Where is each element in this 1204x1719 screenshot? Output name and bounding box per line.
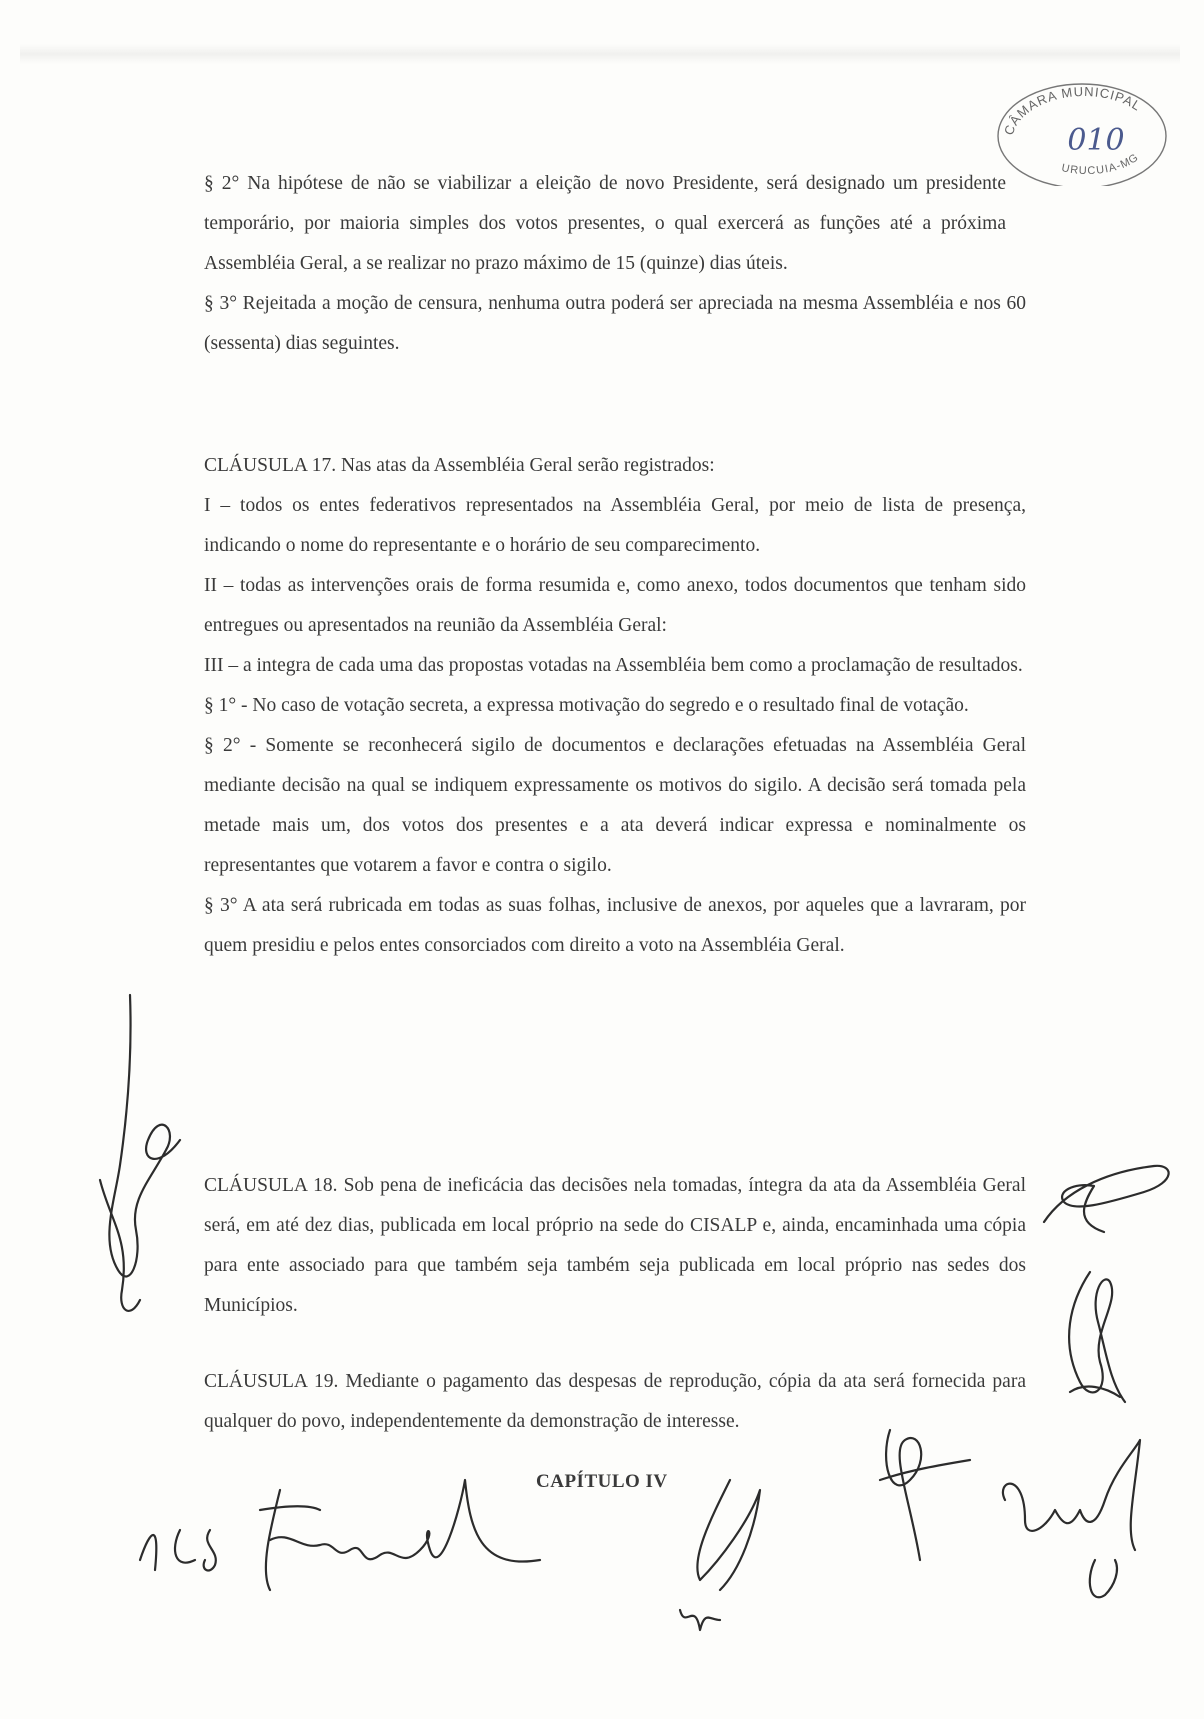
signature-right-2 bbox=[1050, 1262, 1140, 1422]
clausula-17-heading: CLÁUSULA 17. Nas atas da Assembléia Geral serão registrados: bbox=[204, 455, 715, 476]
signature-right-1 bbox=[1034, 1152, 1184, 1248]
clausula-18 bbox=[204, 1166, 1026, 1326]
seal-top-text: CÂMARA MUNICIPAL bbox=[1000, 83, 1145, 138]
signature-bottom-right bbox=[985, 1430, 1155, 1610]
scan-smudge bbox=[20, 44, 1180, 64]
paragraph-1-sec17: § 1° - No caso de votação secreta, a expressa motivação do segredo e o resultado final de votação. bbox=[204, 695, 969, 716]
paragraph-3-sec17: § 3° A ata será rubricada em todas as suas folhas, inclusive de anexos, por aqueles que a lavraram, por quem presidiu e pelos entes consorciados com direito a voto na Assembléia Geral. bbox=[204, 895, 1026, 956]
paragraph-3-sec16: § 3° Rejeitada a moção de censura, nenhuma outra poderá ser apreciada na mesma Assembléia e nos 60 (sessenta) dias seguintes. bbox=[204, 293, 1026, 354]
signature-bottom-left bbox=[120, 1450, 560, 1600]
seal-bottom-text: URUCUIA-MG bbox=[1060, 151, 1142, 178]
signature-bottom-center-right bbox=[850, 1420, 990, 1570]
signature-left-margin bbox=[70, 990, 200, 1330]
chapter-heading: CAPÍTULO IV bbox=[536, 1471, 668, 1492]
paragraph-2-sec16: § 2° Na hipótese de não se viabilizar a eleição de novo Presidente, será designado um presidente temporário, por maioria simples dos votos presentes, o qual exercerá as funções até a próxima Assembléia Geral, a se realizar no prazo máximo de 15 (quinze) dias úteis. bbox=[204, 173, 1006, 274]
clausula-17 bbox=[204, 446, 1026, 966]
seal-number: 010 bbox=[1067, 123, 1125, 158]
paragraph-2-sec17: § 2° - Somente se reconhecerá sigilo de documentos e declarações efetuadas na Assembléia Geral mediante decisão na qual se indiquem expressamente os motivos do sigilo. A decisão será tomada pela metade mais um, dos votos dos presentes e a ata deverá indicar expressa e nominalmente os representantes que votarem a favor e contra o sigilo. bbox=[204, 735, 1026, 876]
clausula-19-text: CLÁUSULA 19. Mediante o pagamento das despesas de reprodução, cópia da ata será fornecida para qualquer do povo, independentemente da demonstração de interesse. bbox=[204, 1371, 1026, 1432]
signature-bottom-middle bbox=[660, 1460, 780, 1640]
clausula-18-text: CLÁUSULA 18. Sob pena de ineficácia das decisões nela tomadas, íntegra da ata da Assembléia Geral será, em até dez dias, publicada em local próprio na sede do CISALP e, ainda, encaminhada uma cópia para ente associado para que também seja também seja publicada em local próprio nas sedes dos Municípios. bbox=[204, 1175, 1026, 1316]
clausula-17-item-i: I – todos os entes federativos representados na Assembléia Geral, por meio de lista de presença, indicando o nome do representante e o horário de seu comparecimento. bbox=[204, 495, 1026, 556]
section-16-paragraphs bbox=[204, 164, 1026, 364]
clausula-17-item-iii: III – a integra de cada uma das propostas votadas na Assembléia bem como a proclamação de resultados. bbox=[204, 655, 1023, 676]
clausula-17-item-ii: II – todas as intervenções orais de forma resumida e, como anexo, todos documentos que tenham sido entregues ou apresentados na reunião da Assembléia Geral: bbox=[204, 575, 1026, 636]
